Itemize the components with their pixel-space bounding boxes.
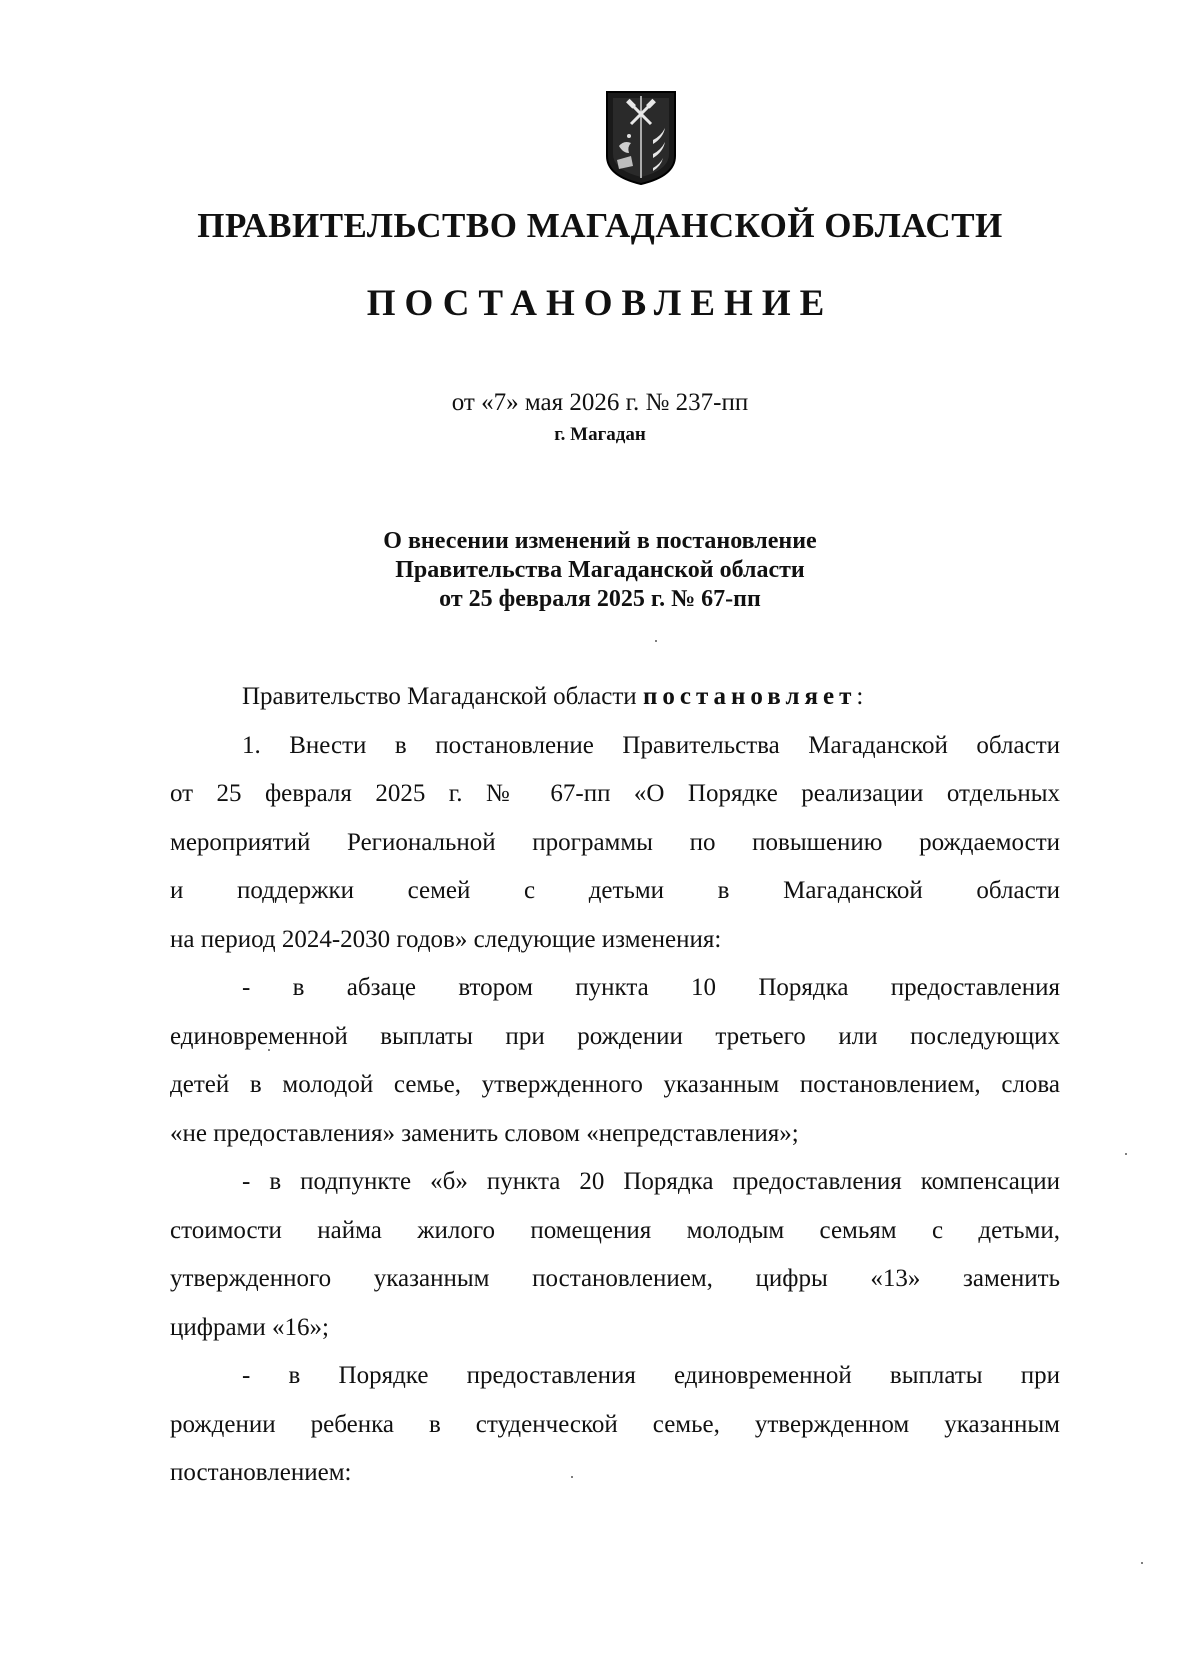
- preamble-verb: постановляет: [642, 683, 857, 710]
- government-title: ПРАВИТЕЛЬСТВО МАГАДАНСКОЙ ОБЛАСТИ: [197, 206, 1003, 245]
- paragraph-line: цифрами «16»;: [170, 1313, 329, 1341]
- scan-speck: [268, 1049, 270, 1051]
- paragraph-line: 1. Внести в постановление Правительства Магаданской области: [242, 731, 1060, 759]
- paragraph-line: постановлением:: [170, 1459, 352, 1486]
- scan-speck: [655, 640, 657, 642]
- paragraph-line: «не предоставления» заменить словом «непредставления»;: [170, 1119, 799, 1147]
- scan-speck: [1125, 1153, 1127, 1155]
- document-city: г. Магадан: [554, 424, 646, 445]
- scan-speck: [571, 1476, 573, 1478]
- paragraph-line: стоимости найма жилого помещения молодым семьям с детьми,: [170, 1216, 1060, 1244]
- subject-line: Правительства Магаданской области: [395, 557, 805, 583]
- paragraph-line: - в абзаце втором пункта 10 Порядка предоставления: [242, 974, 1060, 1001]
- document-date-number: от «7» мая 2026 г. № 237-пп: [451, 389, 749, 416]
- paragraph-line: детей в молодой семье, утвержденного указанным постановлением, слова: [170, 1071, 1060, 1098]
- paragraph-line: рождении ребенка в студенческой семье, утвержденном указанным: [170, 1410, 1060, 1438]
- paragraph-line: на период 2024-2030 годов» следующие изменения:: [170, 925, 722, 953]
- paragraph-line: и поддержки семей с детьми в Магаданской области: [170, 877, 1060, 904]
- paragraph-line: мероприятий Региональной программы по повышению рождаемости: [170, 828, 1060, 856]
- paragraph-line: - в Порядке предоставления единовременной выплаты при: [242, 1362, 1060, 1389]
- coat-of-arms-icon: [605, 90, 677, 186]
- preamble-text: Правительство Магаданской области: [242, 683, 643, 710]
- subject-line: О внесении изменений в постановление: [383, 528, 817, 554]
- paragraph-line: от 25 февраля 2025 г. № 67-пп «О Порядке реализации отдельных: [170, 780, 1060, 807]
- document-body: [170, 673, 1060, 1498]
- paragraph-line: единовременной выплаты при рождении третьего или последующих: [170, 1022, 1060, 1050]
- paragraph-line: - в подпункте «б» пункта 20 Порядка предоставления компенсации: [242, 1168, 1060, 1195]
- paragraph-line: утвержденного указанным постановлением, цифры «13» заменить: [170, 1265, 1060, 1292]
- document-subject: [0, 527, 1200, 614]
- preamble: [170, 673, 1060, 722]
- scan-speck: [1141, 1562, 1143, 1564]
- document-type: ПОСТАНОВЛЕНИЕ: [366, 283, 834, 324]
- preamble-colon: :: [856, 683, 864, 710]
- subject-line: от 25 февраля 2025 г. № 67-пп: [439, 586, 761, 612]
